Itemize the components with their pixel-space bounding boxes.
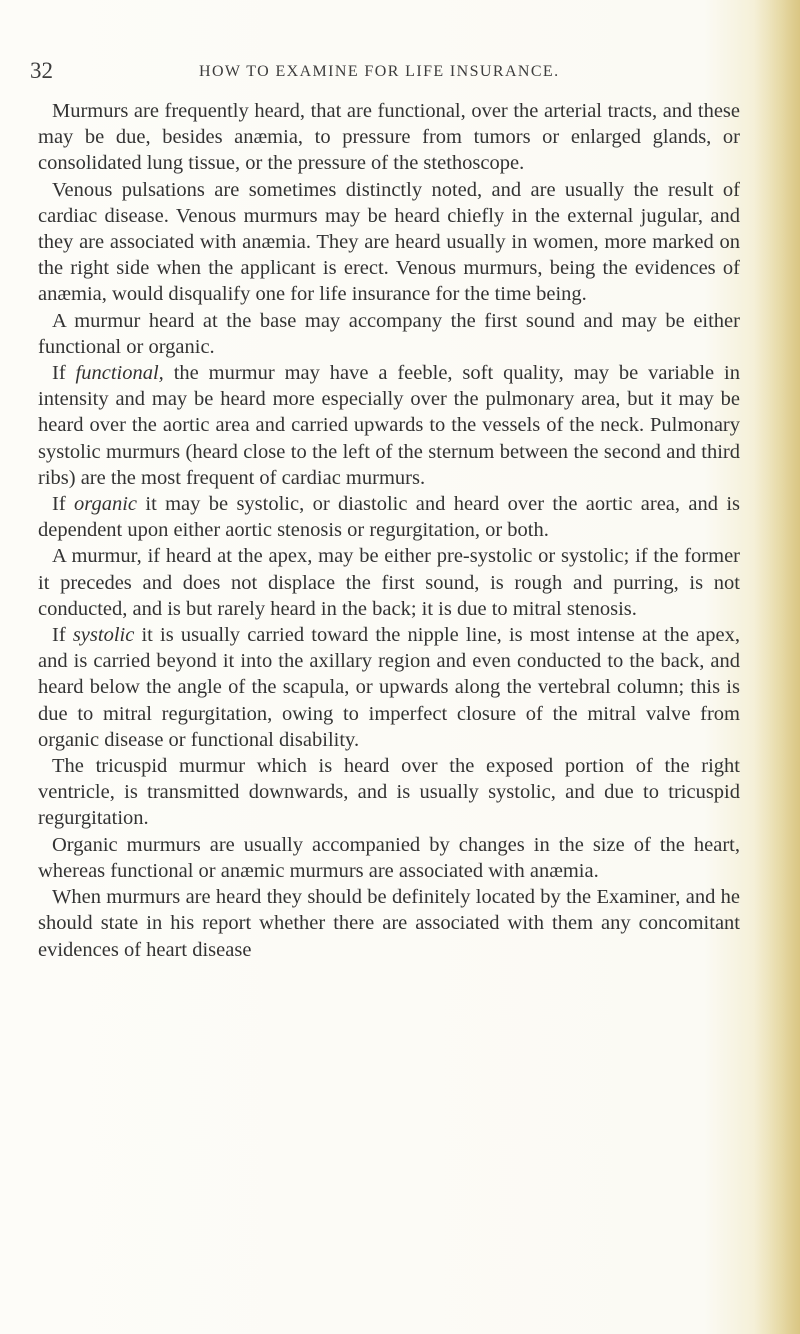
paragraph-venous-pulsations: Venous pulsations are sometimes distinctly noted, and are usually the result of cardiac disease. Venous murmurs may be heard chiefly in the external jugular, and they are associated with anæmia. They are heard usually in women, more marked on the right side when the applicant is erect. Venous murmurs, being the evidences of anæmia, would disqualify one for life insurance for the time being. [38, 178, 740, 306]
paragraph-systolic [38, 622, 740, 753]
paragraph-arterial-murmurs: Murmurs are frequently heard, that are functional, over the arterial tracts, and these may be due, besides anæmia, to pressure from tumors or enlarged glands, or consolidated lung tissue, or the pressure of the stethoscope. [38, 100, 740, 175]
paragraph-functional [38, 360, 740, 491]
paragraph-organic [38, 491, 740, 543]
paragraph-systolic-italic: systolic [72, 624, 135, 647]
paragraph-systolic-rest: it is usually carried toward the nipple line, is most intense at the apex, and is carried beyond it into the axillary region and even conducted to the back, and heard below the angle of the scapula, or upwards along the vertebral column; this is due to mitral regurgitation, owing to imperfect closure of the mitral valve from organic disease or functional disability. [38, 624, 740, 751]
paragraph-organic-murmurs: Organic murmurs are usually accompanied by changes in the size of the heart, whereas functional or anæmic murmurs are associated with anæmia. [38, 833, 740, 882]
paragraph-systolic-lead: If [52, 624, 73, 647]
paragraph-functional-rest: the murmur may have a feeble, soft quality, may be variable in intensity and may be heard more especially over the pulmonary area, but it may be heard over the aortic area and carried upwards to the vessels of the neck. Pulmonary systolic murmurs (heard close to the left of the sternum between the second and third ribs) are the most frequent of cardiac murmurs. [38, 362, 740, 489]
paragraph-functional-italic: functional, [75, 362, 164, 385]
paragraph-organic-lead: If [52, 493, 75, 516]
paragraph-tricuspid: The tricuspid murmur which is heard over the exposed portion of the right ventricle, is transmitted downwards, and is usually systolic, and due to tricuspid regurgitation. [38, 755, 740, 830]
paragraph-organic-rest: it may be systolic, or diastolic and heard over the aortic area, and is dependent upon either aortic stenosis or regurgitation, or both. [38, 493, 741, 542]
running-title: HOW TO EXAMINE FOR LIFE INSURANCE. [199, 63, 560, 80]
paragraph-organic-italic: organic [74, 493, 138, 516]
running-head [30, 56, 750, 86]
paragraph-base-murmur: A murmur heard at the base may accompany the first sound and may be either functional or organic. [38, 309, 740, 358]
paragraph-examiner: When murmurs are heard they should be definitely located by the Examiner, and he should state in his report whether there are associated with them any concomitant evidences of heart disease [38, 886, 740, 961]
body-text [38, 98, 740, 963]
paragraph-functional-lead: If [52, 362, 76, 385]
page-edge-stain [754, 0, 800, 1334]
paragraph-apex-murmur: A murmur, if heard at the apex, may be either pre-systolic or systolic; if the former it precedes and does not displace the first sound, is rough and purring, is not conducted, and is but rarely heard in the back; it is due to mitral stenosis. [38, 545, 740, 620]
page-number: 32 [30, 58, 53, 83]
